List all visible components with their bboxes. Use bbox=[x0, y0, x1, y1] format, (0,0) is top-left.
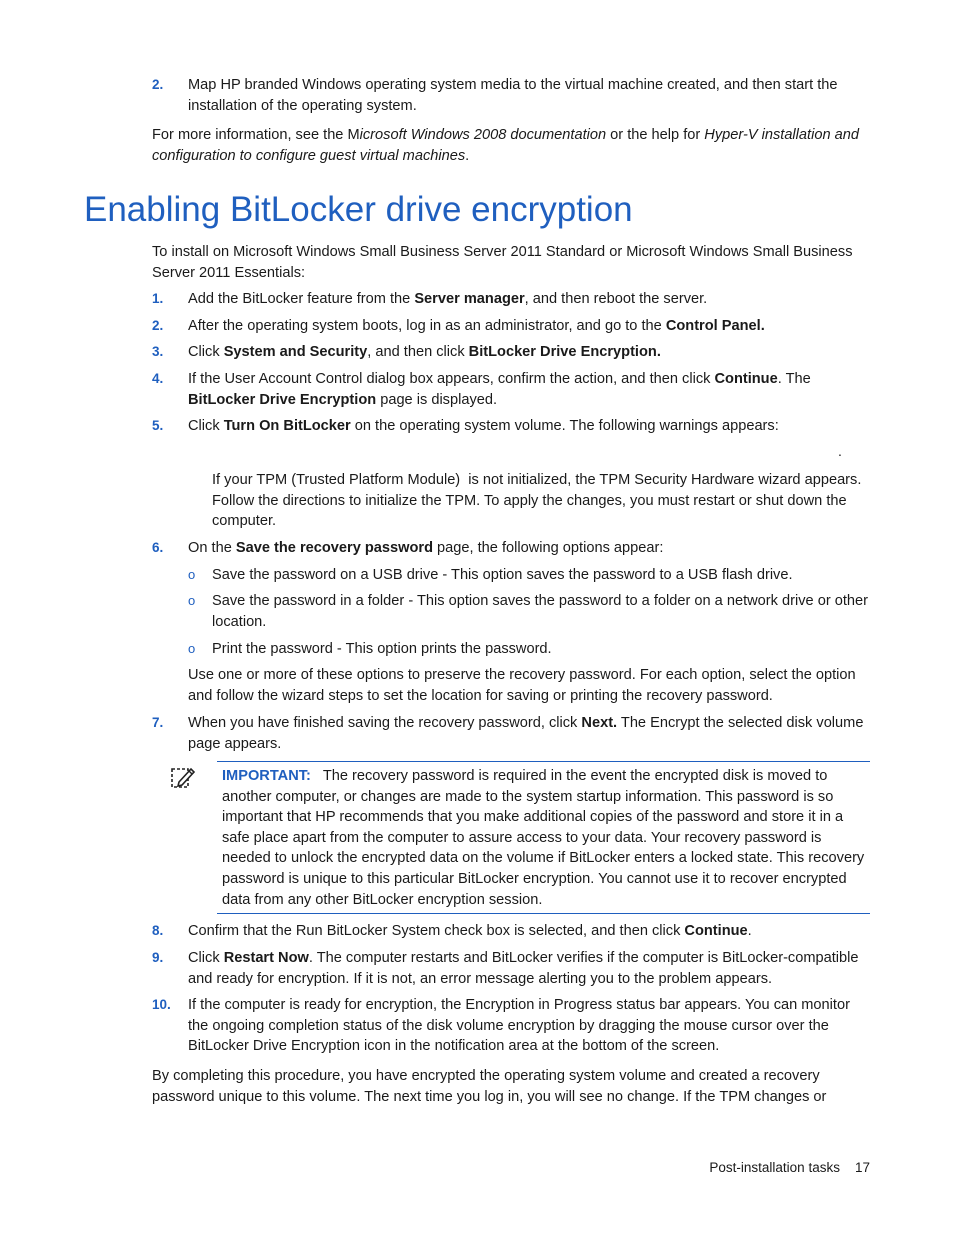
option-text: Print the password - This option prints the password. bbox=[212, 641, 552, 657]
note-pencil-icon bbox=[170, 765, 196, 789]
step-text: On the Save the recovery password page, the following options appear: bbox=[188, 540, 664, 556]
step-text: If the User Account Control dialog box appears, confirm the action, and then click Continue. The BitLocker Drive Encryption page is displayed. bbox=[188, 371, 811, 408]
step-text: Map HP branded Windows operating system media to the virtual machine created, and then start the installation of the operating system. bbox=[188, 77, 838, 114]
step-text: If the computer is ready for encryption, the Encryption in Progress status bar appears. You can monitor the ongoing completion status of the disk volume encryption by dragging the mouse cursor over the BitLocker Drive Encryption icon in the notification area at the bottom of the screen. bbox=[188, 997, 850, 1055]
options-followup: Use one or more of these options to preserve the recovery password. For each option, select the option and follow the wizard steps to set the location for saving or printing the recovery password. bbox=[188, 667, 856, 704]
install-intro: To install on Microsoft Windows Small Business Server 2011 Standard or Microsoft Windows Small Business Server 2011 Essentials: bbox=[152, 244, 853, 281]
step-number: 1. bbox=[152, 291, 164, 306]
step-text: When you have finished saving the recovery password, click Next. The Encrypt the selected disk volume page appears. bbox=[188, 715, 864, 752]
step-number: 2. bbox=[152, 318, 164, 333]
step-number: 8. bbox=[152, 923, 164, 938]
stray-period: . bbox=[838, 443, 842, 459]
step-number: 10. bbox=[152, 997, 171, 1012]
bullet-marker: o bbox=[188, 641, 196, 656]
step-text: Add the BitLocker feature from the Server manager, and then reboot the server. bbox=[188, 291, 708, 307]
intro-paragraph: For more information, see the Microsoft Windows 2008 documentation or the help for Hyper-V installation and configuration to configure guest virtual machines. bbox=[152, 127, 859, 164]
footer-section: Post-installation tasks bbox=[709, 1160, 840, 1175]
tpm-warning-text: If your TPM (Trusted Platform Module) is not initialized, the TPM Security Hardware wizard appears. Follow the directions to initialize the TPM. To apply the changes, you must restart or shut down the computer. bbox=[212, 472, 862, 530]
page-number: 17 bbox=[854, 1160, 870, 1175]
step-text: Click System and Security, and then click BitLocker Drive Encryption. bbox=[188, 344, 661, 360]
section-heading: Enabling BitLocker drive encryption bbox=[84, 190, 633, 229]
step-number: 3. bbox=[152, 344, 164, 359]
step-text: Click Restart Now. The computer restarts and BitLocker verifies if the computer is BitLocker-compatible and ready for encryption. If it is not, an error message alerting you to the problem appears. bbox=[188, 950, 859, 987]
step-number: 9. bbox=[152, 950, 164, 965]
note-body bbox=[222, 766, 867, 910]
page-footer bbox=[709, 1158, 870, 1178]
step-number: 6. bbox=[152, 540, 164, 555]
bullet-marker: o bbox=[188, 593, 196, 608]
option-text: Save the password on a USB drive - This option saves the password to a USB flash drive. bbox=[212, 567, 793, 583]
note-label: IMPORTANT: bbox=[222, 768, 311, 784]
option-text: Save the password in a folder - This option saves the password to a folder on a network drive or other location. bbox=[212, 593, 868, 630]
important-note bbox=[217, 761, 870, 914]
step-number: 2. bbox=[152, 77, 164, 92]
step-text: Confirm that the Run BitLocker System check box is selected, and then click Continue. bbox=[188, 923, 752, 939]
step-number: 7. bbox=[152, 715, 164, 730]
bullet-marker: o bbox=[188, 567, 196, 582]
closing-paragraph: By completing this procedure, you have encrypted the operating system volume and created a recovery password unique to this volume. The next time you log in, you will see no change. If the TPM changes or bbox=[152, 1068, 827, 1105]
step-text: After the operating system boots, log in as an administrator, and go to the Control Panel. bbox=[188, 318, 765, 334]
step-number: 4. bbox=[152, 371, 164, 386]
note-text: The recovery password is required in the event the encrypted disk is moved to another computer, or changes are made to the system startup information. This password is so important that HP recommends that you make additional copies of the password and store it in a safe place apart from the computer to assure access to your data. Your recovery password is needed to unlock the encrypted data on the volume if BitLocker enters a locked state. This recovery password is unique to this particular BitLocker encryption. You cannot use it to recover encrypted data from any other BitLocker encryption session. bbox=[222, 768, 865, 908]
step-text: Click Turn On BitLocker on the operating system volume. The following warnings appears: bbox=[188, 418, 779, 434]
step-number: 5. bbox=[152, 418, 164, 433]
